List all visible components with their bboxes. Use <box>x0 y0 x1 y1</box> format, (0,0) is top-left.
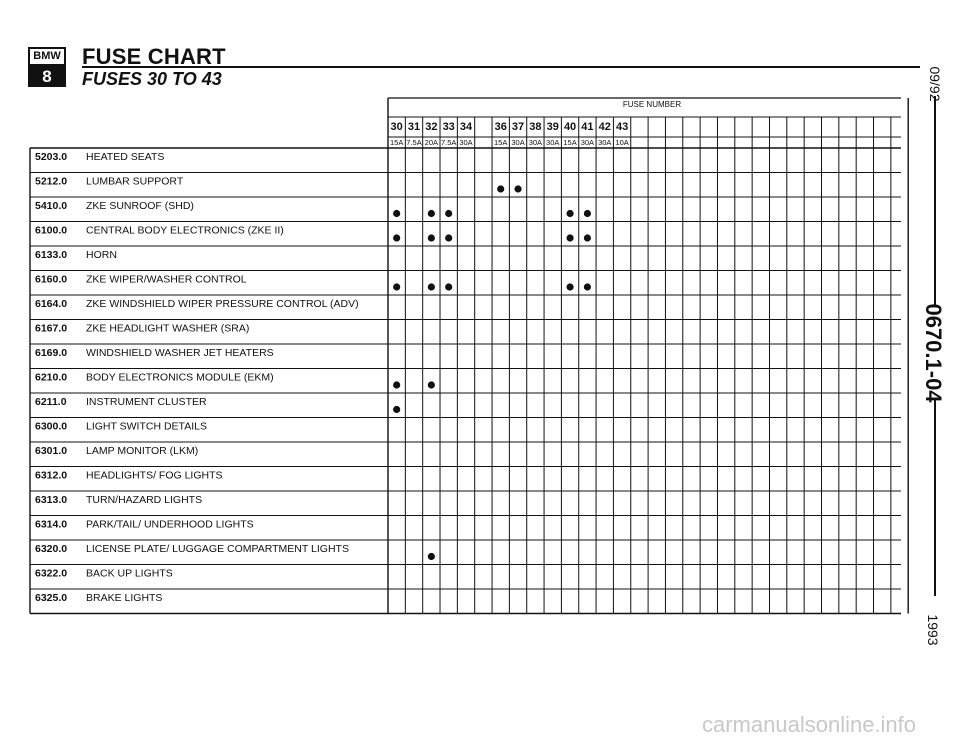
row-code: 6169.0 <box>35 347 68 359</box>
row-code: 6325.0 <box>35 592 68 604</box>
row-description: PARK/TAIL/ UNDERHOOD LIGHTS <box>86 518 254 531</box>
row-code: 6211.0 <box>35 396 67 408</box>
fuse-dot <box>566 234 573 241</box>
fuse-rating-43: 10A <box>615 138 629 147</box>
page-subtitle: FUSES 30 TO 43 <box>82 69 222 89</box>
row-description: LICENSE PLATE/ LUGGAGE COMPARTMENT LIGHTS <box>86 543 349 555</box>
fuse-rating-37: 30A <box>511 138 525 147</box>
fuse-number-41: 41 <box>581 121 594 133</box>
side-date: 09/92 <box>927 66 943 102</box>
row-description: TURN/HAZARD LIGHTS <box>86 494 203 506</box>
fuse-rating-42: 30A <box>598 138 612 147</box>
fuse-dot <box>445 210 452 217</box>
row-description: HEADLIGHTS/ FOG LIGHTS <box>86 469 223 482</box>
row-code: 6133.0 <box>35 249 68 261</box>
row-code: 5203.0 <box>35 151 68 163</box>
fuse-rating-31: 7.5A <box>406 138 422 147</box>
fuse-number-37: 37 <box>511 121 525 133</box>
row-description: ZKE HEADLIGHT WASHER (SRA) <box>86 322 250 335</box>
fuse-rating-41: 30A <box>580 138 595 147</box>
fuse-number-36: 36 <box>494 121 507 133</box>
fuse-number-header: FUSE NUMBER <box>622 100 682 109</box>
row-code: 6320.0 <box>35 543 68 555</box>
fuse-rating-39: 30A <box>546 138 560 147</box>
fuse-number-34: 34 <box>459 121 473 133</box>
fuse-dot <box>428 234 435 241</box>
side-year: 1993 <box>925 614 941 646</box>
row-code: 6210.0 <box>35 371 68 384</box>
fuse-dot <box>445 283 452 290</box>
fuse-dot <box>584 234 591 241</box>
logo-bmw-text: BMW <box>28 47 66 66</box>
row-description: ZKE WINDSHIELD WIPER PRESSURE CONTROL (ADV) <box>86 298 359 310</box>
row-code: 6300.0 <box>35 420 68 433</box>
fuse-dot <box>393 283 400 290</box>
fuse-rating-33: 7.5A <box>440 138 457 147</box>
row-code: 6167.0 <box>35 322 68 335</box>
row-code: 6100.0 <box>35 224 68 237</box>
fuse-dot <box>566 210 573 217</box>
fuse-rating-30: 15A <box>389 138 404 147</box>
fuse-dot <box>584 283 591 290</box>
row-description: BACK UP LIGHTS <box>86 567 173 580</box>
fuse-number-42: 42 <box>598 121 611 133</box>
fuse-number-30: 30 <box>390 121 403 133</box>
row-description: LUMBAR SUPPORT <box>86 175 184 188</box>
row-description: BRAKE LIGHTS <box>86 592 163 604</box>
row-description: LAMP MONITOR (LKM) <box>86 445 199 457</box>
fuse-number-39: 39 <box>546 121 559 133</box>
row-code: 6301.0 <box>35 445 68 457</box>
row-code: 6164.0 <box>35 298 68 310</box>
fuse-number-38: 38 <box>529 121 542 133</box>
row-code: 6314.0 <box>35 518 68 531</box>
fuse-dot <box>514 185 521 192</box>
fuse-dot <box>428 553 435 560</box>
row-description: WINDSHIELD WASHER JET HEATERS <box>86 347 274 359</box>
fuse-dot <box>428 381 435 388</box>
fuse-dot <box>428 210 435 217</box>
page-title: FUSE CHART <box>82 44 226 69</box>
row-code: 6312.0 <box>35 469 68 482</box>
fuse-dot <box>497 185 504 192</box>
fuse-dot <box>566 283 573 290</box>
fuse-dot <box>393 381 400 388</box>
row-description: HORN <box>86 249 117 261</box>
fuse-dot <box>584 210 591 217</box>
row-description: CENTRAL BODY ELECTRONICS (ZKE II) <box>86 224 284 237</box>
logo-series-text: 8 <box>28 66 66 87</box>
fuse-dot <box>393 234 400 241</box>
row-description: ZKE SUNROOF (SHD) <box>86 200 194 212</box>
fuse-dot <box>428 283 435 290</box>
fuse-number-31: 31 <box>407 121 421 133</box>
side-document-code: 0670.1-04 <box>921 303 946 403</box>
row-description: INSTRUMENT CLUSTER <box>86 396 207 408</box>
row-code: 6322.0 <box>35 567 68 580</box>
fuse-rating-36: 15A <box>494 138 508 147</box>
fuse-rating-40: 15A <box>563 138 577 147</box>
fuse-dot <box>393 406 400 413</box>
row-description: LIGHT SWITCH DETAILS <box>86 420 207 433</box>
fuse-dot <box>393 210 400 217</box>
row-code: 5410.0 <box>35 200 68 212</box>
fuse-number-43: 43 <box>615 121 629 133</box>
fuse-number-32: 32 <box>425 121 438 133</box>
watermark: carmanualsonline.info <box>702 712 917 737</box>
fuse-rating-32: 20A <box>424 138 439 147</box>
fuse-number-40: 40 <box>563 121 577 133</box>
fuse-rating-34: 30A <box>459 138 473 147</box>
row-code: 6160.0 <box>35 273 68 286</box>
row-description: BODY ELECTRONICS MODULE (EKM) <box>86 371 274 384</box>
row-code: 6313.0 <box>35 494 68 506</box>
fuse-number-33: 33 <box>442 121 455 133</box>
fuse-dot <box>445 234 452 241</box>
row-description: ZKE WIPER/WASHER CONTROL <box>86 273 247 286</box>
row-code: 5212.0 <box>35 175 68 188</box>
row-description: HEATED SEATS <box>86 151 165 163</box>
fuse-rating-38: 30A <box>528 138 543 147</box>
